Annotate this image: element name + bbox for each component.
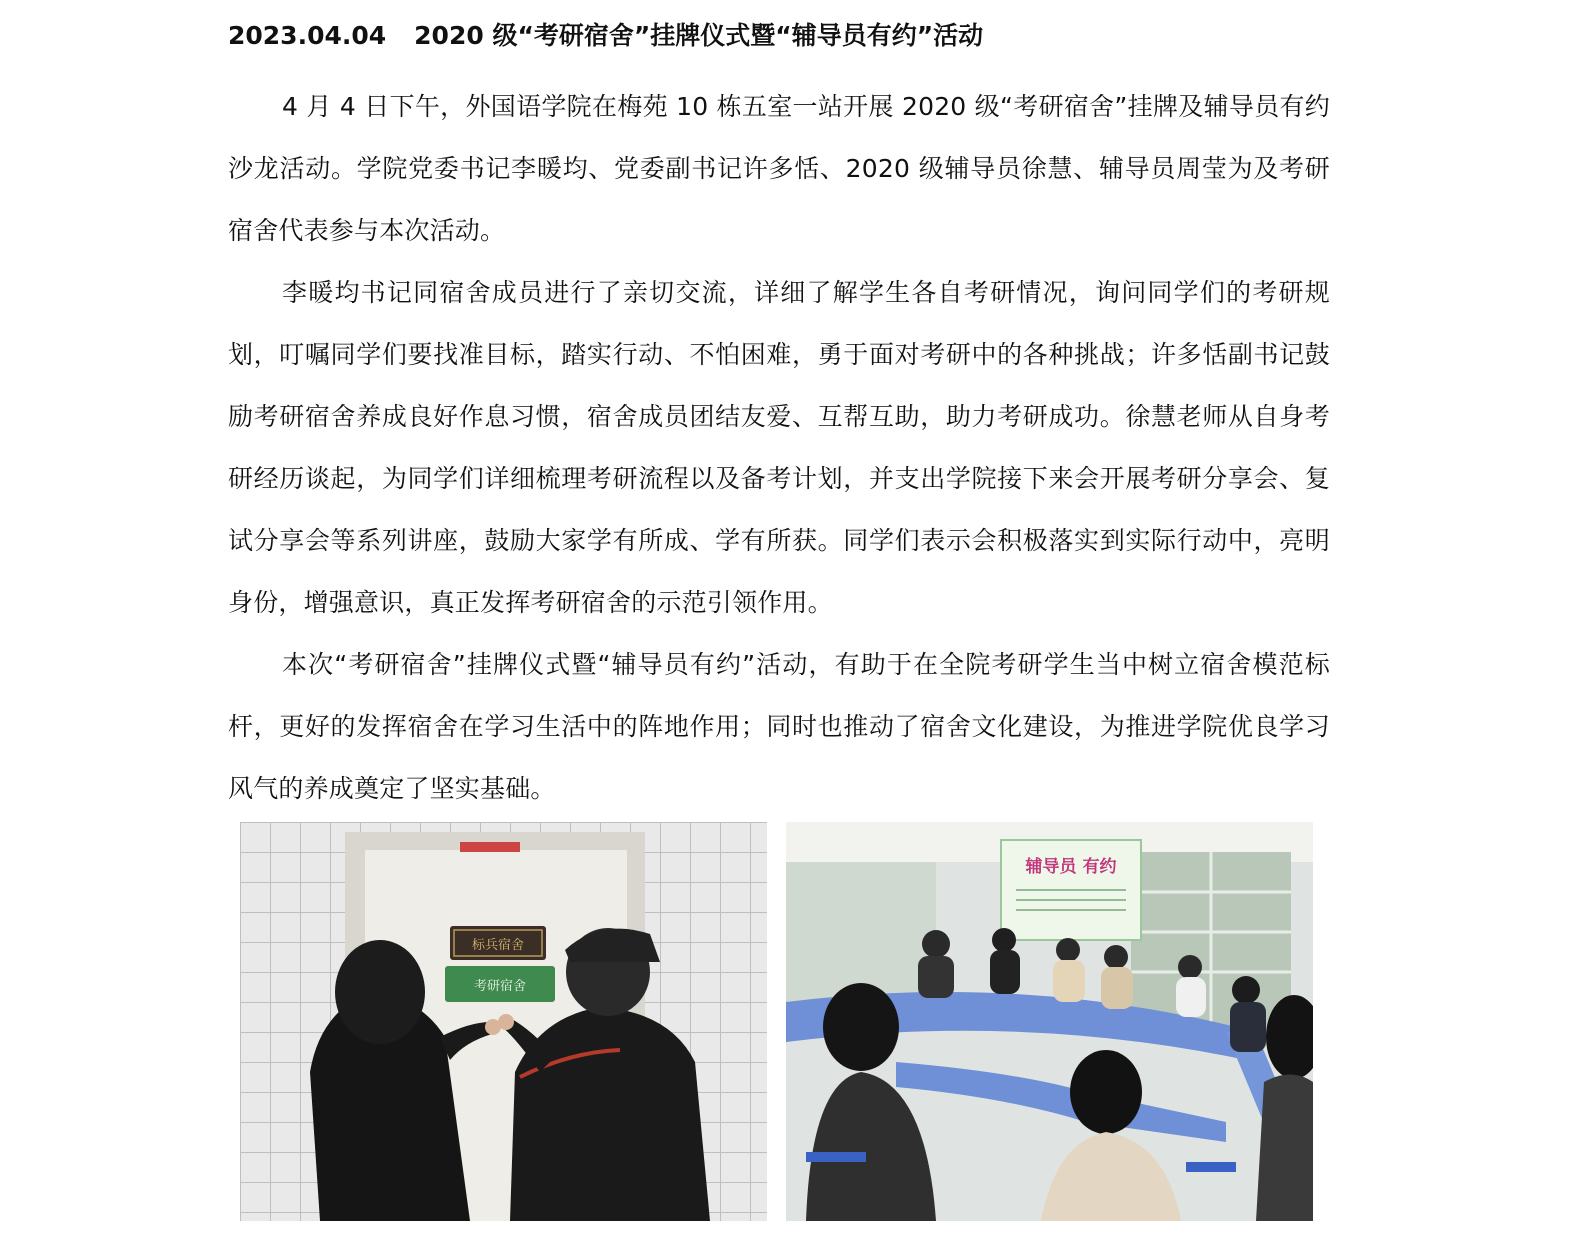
banner-text: 辅导员 有约 [1025, 857, 1117, 877]
plaque-top-text: 标兵宿舍 [471, 938, 525, 953]
document [228, 14, 1330, 820]
photo-plaque-ceremony [240, 822, 767, 1221]
page-title [228, 14, 1330, 58]
plaque-top [450, 926, 546, 960]
paragraph-3: 本次“考研宿舍”挂牌仪式暨“辅导员有约”活动，有助于在全院考研学生当中树立宿舍模范标杆，更好的发挥宿舍在学习生活中的阵地作用；同时也推动了宿舍文化建设，为推进学院优良学习风气的养成奠定了坚实基础。 [228, 650, 1330, 803]
title-text: 2020 级“考研宿舍”挂牌仪式暨“辅导员有约”活动 [414, 21, 984, 50]
photo-salon-meeting [786, 822, 1313, 1221]
plaque-bottom-text: 考研宿舍 [473, 979, 527, 994]
title-date: 2023.04.04 [228, 21, 387, 50]
plaque-bottom [445, 966, 555, 1002]
plaque-ceremony-image [240, 822, 767, 1221]
salon-meeting-image [786, 822, 1313, 1221]
paragraph-1: 4 月 4 日下午，外国语学院在梅苑 10 栋五室一站开展 2020 级“考研宿舍”挂牌及辅导员有约沙龙活动。学院党委书记李暖均、党委副书记许多恬、2020 级辅导员徐慧、辅导员周莹为及考研宿舍代表参与本次活动。 [228, 92, 1330, 245]
banner [1001, 840, 1141, 940]
photo-row [240, 822, 1314, 1222]
paragraph-2: 李暖均书记同宿舍成员进行了亲切交流，详细了解学生各自考研情况，询问同学们的考研规划，叮嘱同学们要找准目标，踏实行动、不怕困难，勇于面对考研中的各种挑战；许多恬副书记鼓励考研宿舍养成良好作息习惯，宿舍成员团结友爱、互帮互助，助力考研成功。徐慧老师从自身考研经历谈起，为同学们详细梳理考研流程以及备考计划，并支出学院接下来会开展考研分享会、复试分享会等系列讲座，鼓励大家学有所成、学有所获。同学们表示会积极落实到实际行动中，亮明身份，增强意识，真正发挥考研宿舍的示范引领作用。 [228, 278, 1330, 617]
